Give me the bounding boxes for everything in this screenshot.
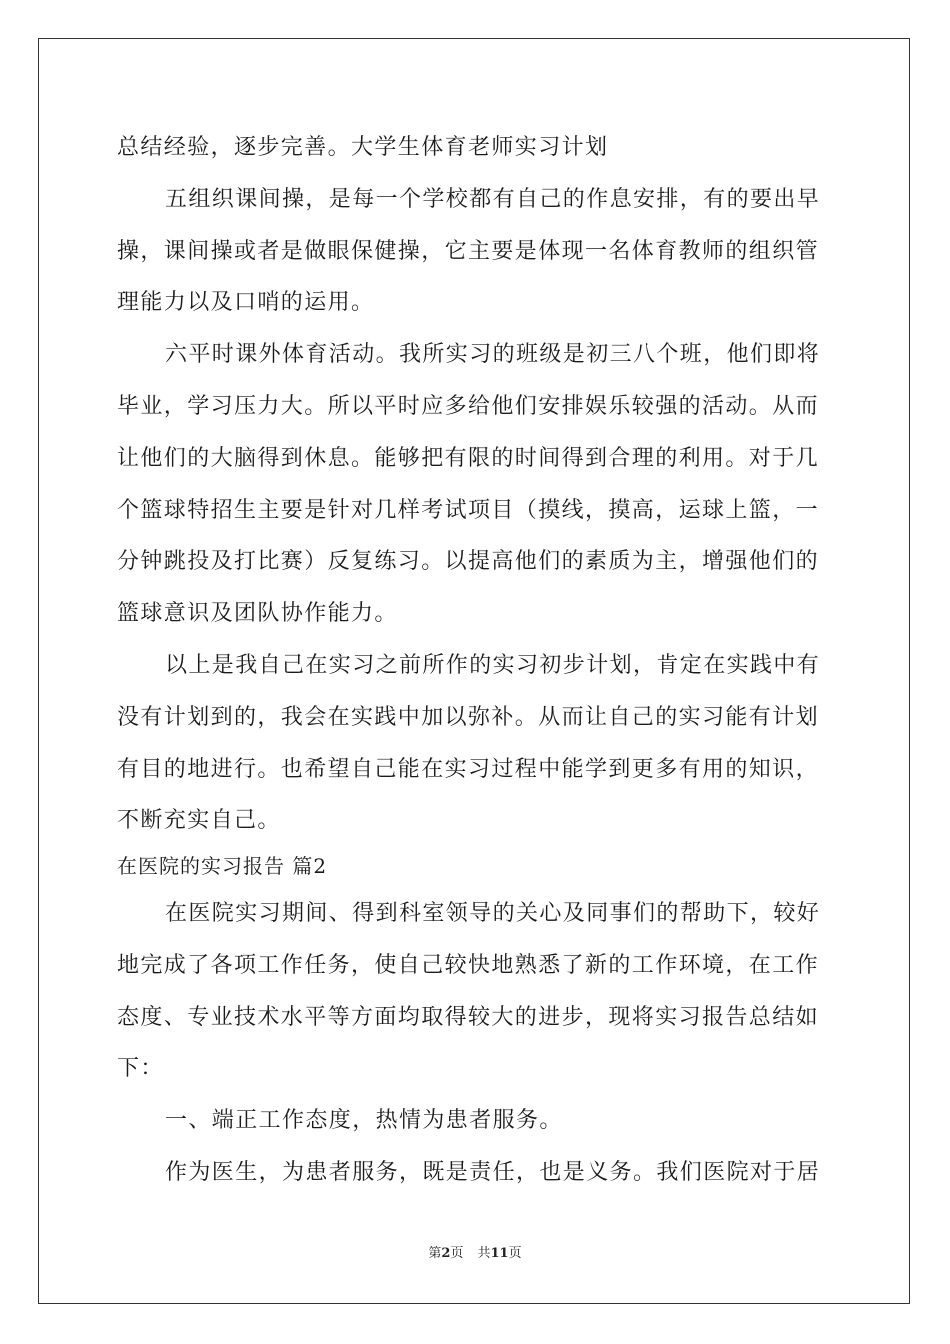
text-line: 操，课间操或者是做眼保健操，它主要是体现一名体育教师的组织管 bbox=[117, 239, 820, 264]
text-line: 篮球意识及团队协作能力。 bbox=[117, 601, 398, 626]
total-pages: 11 bbox=[490, 1246, 509, 1261]
page-footer bbox=[0, 1244, 950, 1264]
page-number: 2 bbox=[441, 1246, 451, 1261]
section-heading: 在医院的实习报告 篇2 bbox=[117, 854, 328, 878]
text-line: 态度、专业技术水平等方面均取得较大的进步，现将实习报告总结如 bbox=[117, 1005, 820, 1030]
text-line: 下： bbox=[117, 1056, 164, 1081]
page-suffix: 页 bbox=[450, 1246, 464, 1261]
text-line: 总结经验，逐步完善。大学生体育老师实习计划 bbox=[117, 135, 609, 160]
text-line: 分钟跳投及打比赛）反复练习。以提高他们的素质为主，增强他们的 bbox=[117, 549, 820, 574]
text-line: 地完成了各项工作任务，使自己较快地熟悉了新的工作环境，在工作 bbox=[117, 953, 820, 978]
paragraph-start-line: 五组织课间操，是每一个学校都有自己的作息安排，有的要出早 bbox=[165, 187, 821, 212]
text-line: 毕业，学习压力大。所以平时应多给他们安排娱乐较强的活动。从而 bbox=[117, 394, 820, 419]
text-line: 个篮球特招生主要是针对几样考试项目（摸线，摸高，运球上篮，一 bbox=[117, 498, 820, 523]
total-prefix: 共 bbox=[477, 1246, 491, 1261]
paragraph-start-line: 在医院实习期间、得到科室领导的关心及同事们的帮助下，较好 bbox=[165, 901, 821, 926]
text-line: 理能力以及口哨的运用。 bbox=[117, 290, 375, 315]
text-line: 不断充实自己。 bbox=[117, 808, 281, 833]
text-line: 有目的地进行。也希望自己能在实习过程中能学到更多有用的知识， bbox=[117, 757, 820, 782]
page-prefix: 第 bbox=[428, 1246, 442, 1261]
text-line: 没有计划到的，我会在实践中加以弥补。从而让自己的实习能有计划 bbox=[117, 705, 820, 730]
paragraph-start-line: 作为医生，为患者服务，既是责任，也是义务。我们医院对于居 bbox=[165, 1160, 821, 1185]
text-line: 让他们的大脑得到休息。能够把有限的时间得到合理的利用。对于几 bbox=[117, 446, 820, 471]
paragraph-start-line: 六平时课外体育活动。我所实习的班级是初三八个班，他们即将 bbox=[165, 342, 821, 367]
paragraph-start-line: 一、端正工作态度，热情为患者服务。 bbox=[165, 1108, 563, 1133]
total-suffix: 页 bbox=[508, 1246, 522, 1261]
paragraph-start-line: 以上是我自己在实习之前所作的实习初步计划，肯定在实践中有 bbox=[165, 653, 821, 678]
